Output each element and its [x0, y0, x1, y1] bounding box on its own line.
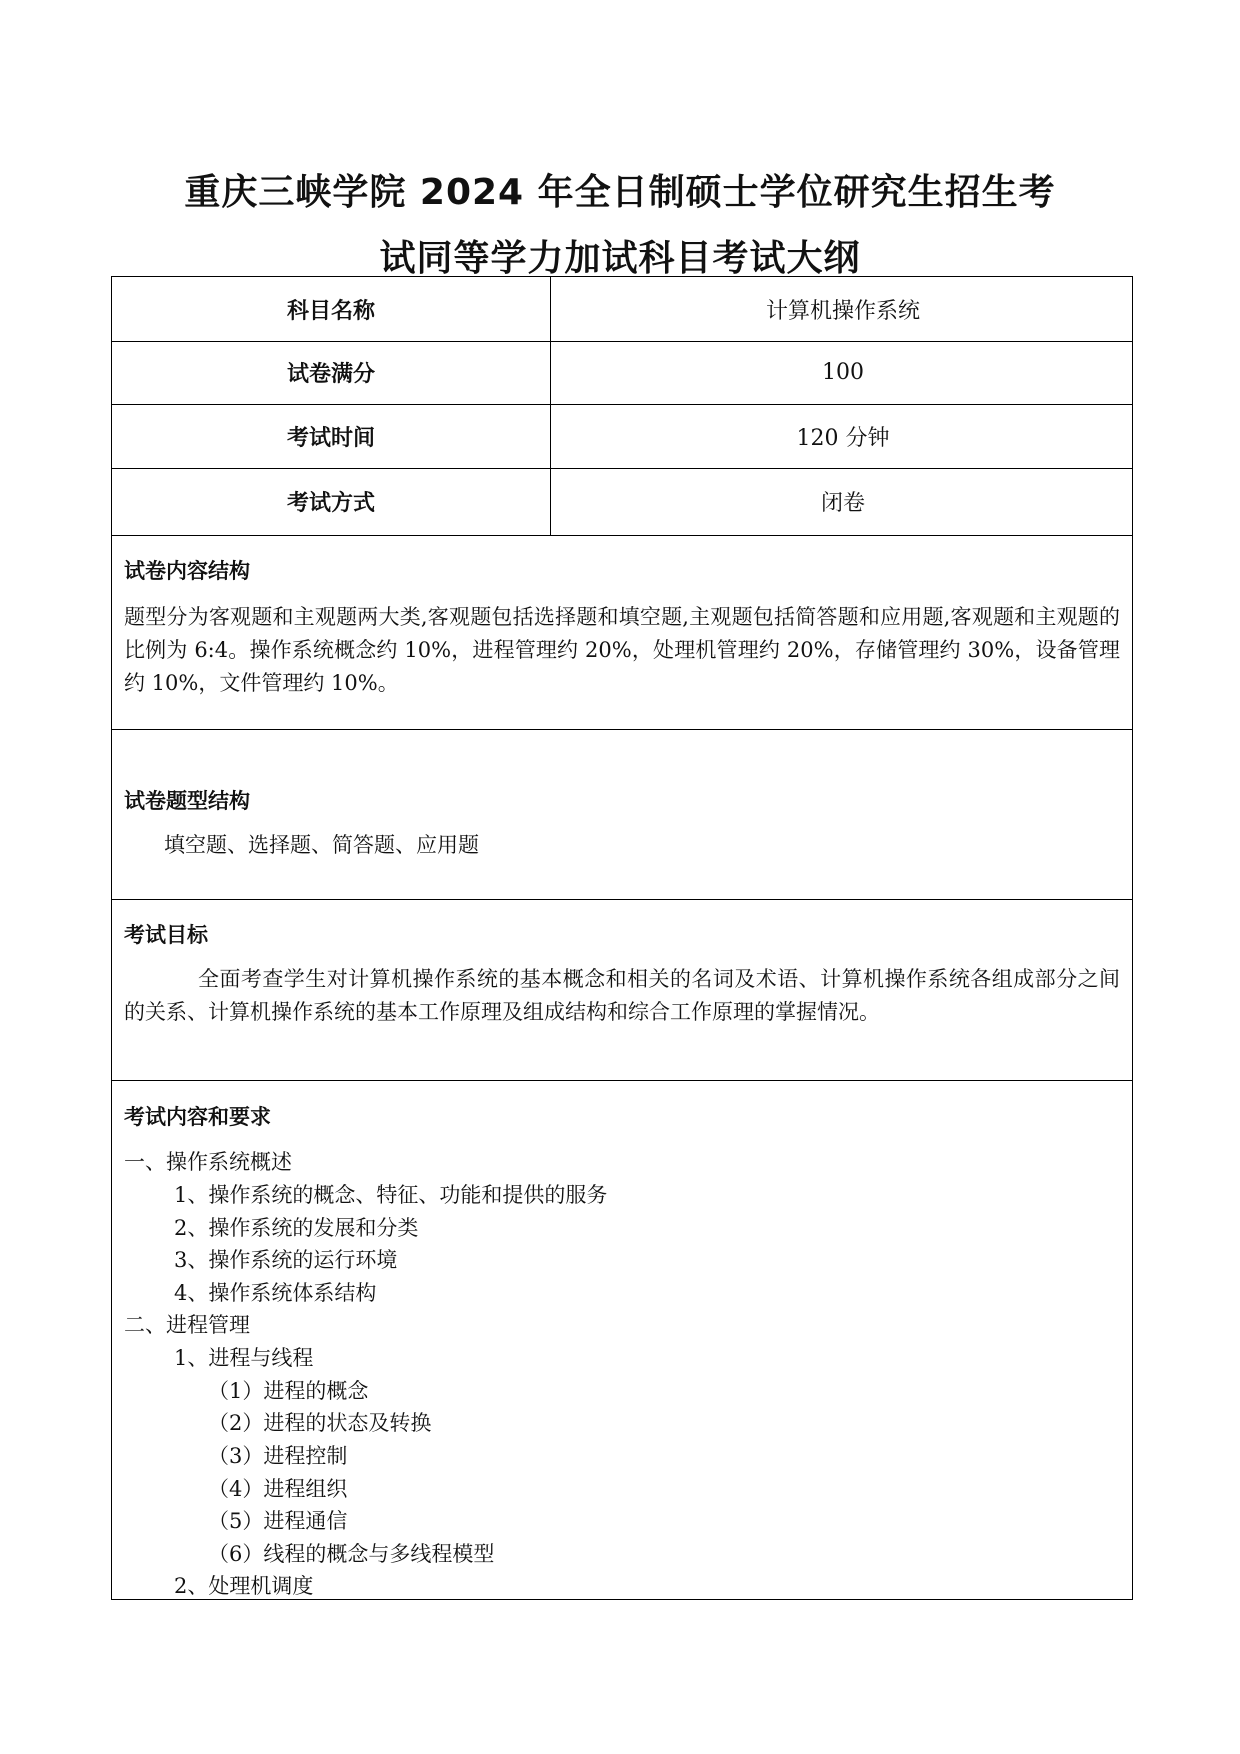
outline-subitem: （2）进程的状态及转换 — [208, 1411, 432, 1435]
label-exam-method: 考试方式 — [286, 491, 375, 516]
content-structure-heading: 试卷内容结构 — [124, 559, 250, 583]
row-divider — [112, 535, 1132, 536]
value-exam-time: 120 分钟 — [796, 425, 890, 451]
objective-text: 全面考查学生对计算机操作系统的基本概念和相关的名词及术语、计算机操作系统各组成部分之间的关系、计算机操作系统的基本工作原理及组成结构和综合工作原理的掌握情况。 — [124, 967, 1120, 1024]
value-exam-method: 闭卷 — [820, 491, 865, 516]
outline-chapter: 二、进程管理 — [124, 1313, 250, 1337]
outline-item: 3、操作系统的运行环境 — [174, 1248, 398, 1272]
outline-subitem: （6）线程的概念与多线程模型 — [208, 1542, 495, 1566]
outline-subitem: （4）进程组织 — [208, 1477, 348, 1501]
question-types-heading: 试卷题型结构 — [124, 789, 250, 813]
outline-item: 1、进程与线程 — [174, 1346, 314, 1370]
outline-item: 1、操作系统的概念、特征、功能和提供的服务 — [174, 1183, 608, 1207]
outline-subitem: （5）进程通信 — [208, 1509, 348, 1533]
document-title-line-1: 重庆三峡学院 2024 年全日制硕士学位研究生招生考 — [184, 172, 1056, 213]
label-exam-time: 考试时间 — [286, 425, 375, 451]
document-title-line-2: 试同等学力加试科目考试大纲 — [379, 238, 861, 279]
outline-item: 2、处理机调度 — [174, 1574, 314, 1598]
table-column-divider — [550, 277, 551, 535]
objective-heading: 考试目标 — [124, 923, 208, 947]
outline-item: 4、操作系统体系结构 — [174, 1281, 377, 1305]
label-full-score: 试卷满分 — [286, 362, 375, 387]
outline-subitem: （3）进程控制 — [208, 1444, 348, 1468]
syllabus-table — [111, 276, 1133, 1600]
label-subject-name: 科目名称 — [286, 298, 375, 324]
outline-chapter: 一、操作系统概述 — [124, 1150, 292, 1174]
outline-item: 2、操作系统的发展和分类 — [174, 1216, 419, 1240]
row-divider — [112, 1080, 1132, 1081]
requirements-heading: 考试内容和要求 — [124, 1105, 271, 1129]
row-divider — [112, 729, 1132, 730]
content-structure-text: 题型分为客观题和主观题两大类,客观题包括选择题和填空题,主观题包括简答题和应用题,客观题和主观题的比例为 6:4。操作系统概念约 10%，进程管理约 20%，处理机管理约 20%，存储管理约 30%，设备管理约 10%，文件管理约 10%。 — [124, 605, 1120, 695]
value-subject-name: 计算机操作系统 — [765, 298, 920, 324]
value-full-score: 100 — [822, 360, 864, 385]
outline-subitem: （1）进程的概念 — [208, 1379, 369, 1403]
row-divider — [112, 899, 1132, 900]
question-types-text: 填空题、选择题、简答题、应用题 — [164, 833, 479, 857]
